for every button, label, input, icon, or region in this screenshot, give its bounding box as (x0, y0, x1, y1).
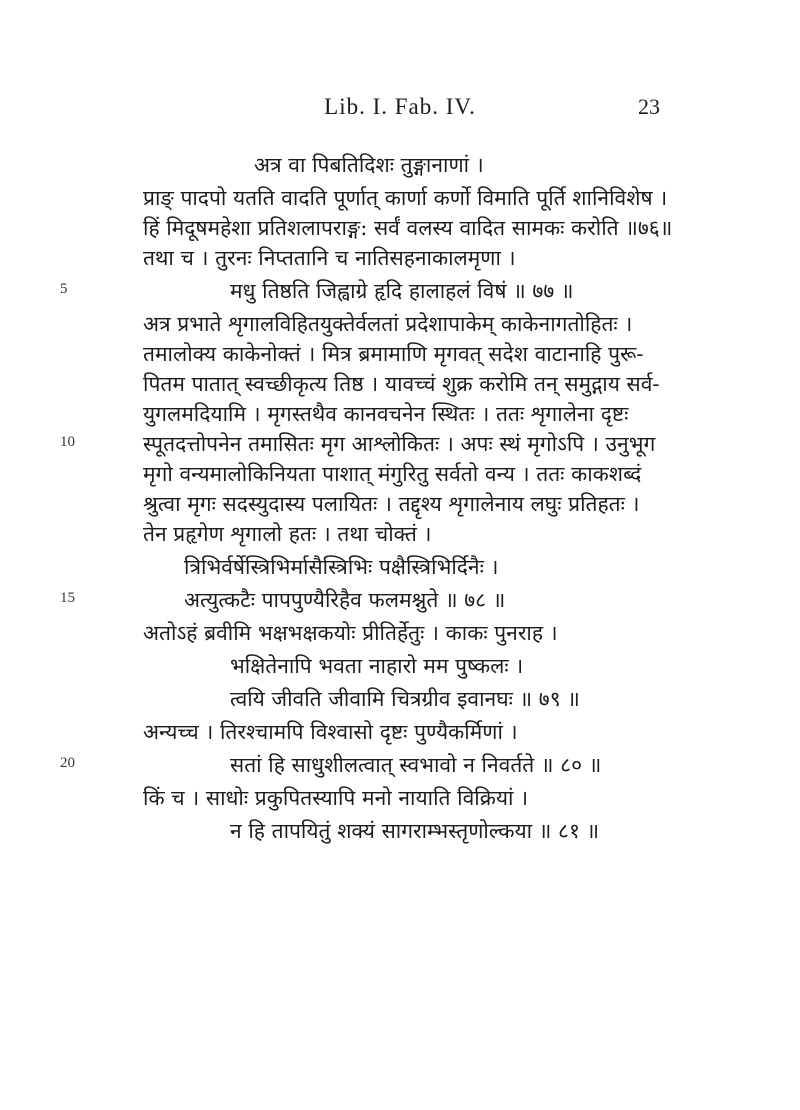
text-line-18: त्वयि जीवति जीवामि चित्रग्रीव इवानघः ॥ ७९ ॥ (230, 687, 580, 711)
text-line-7: तमालोक्य काकेनोक्तं । मित्र ब्रमामाणि मृगवत् सदेश वाटानाहि पुरू- (143, 342, 644, 366)
text-line-17: भक्षितेनापि भवता नाहारो मम पुष्कलः । (230, 654, 524, 678)
text-line-19: अन्यच्च । तिरश्चामपि विश्वासो दृष्टः पुण्यैकर्मिणां । (143, 720, 518, 744)
text-line-11: मृगो वन्यमालोकिनियता पाशात् मंगुरितु सर्वतो वन्य । ततः काकशब्दं (143, 462, 642, 486)
text-line-10: स्पूतदत्तोपनेन तमासितः मृग आश्लोकितः । अपः स्थं मृगोऽपि । उनुभूग (143, 432, 656, 456)
text-line-1: अत्र वा पिबतिदिशः तुङ्गानाणां । (254, 153, 484, 177)
text-line-3: हिं मिदूषमहेशा प्रतिशलापराङ्ग: सर्वं वलस्य वादित सामकः करोति ॥७६॥ (143, 216, 673, 240)
running-title: Lib. I. Fab. IV. (324, 94, 476, 119)
text-line-22: न हि तापयितुं शक्यं सागराम्भस्तृणोल्कया ॥ ८१ ॥ (230, 819, 600, 843)
line-number-5: 5 (60, 281, 68, 297)
text-line-5: मधु तिष्ठति जिह्वाग्रे हृदि हालाहलं विषं ॥ ७७ ॥ (230, 279, 574, 303)
page-number: 23 (638, 94, 660, 119)
line-number-15: 15 (60, 590, 75, 606)
text-line-21: किं च । साधोः प्रकुपितस्यापि मनो नायाति विक्रियां । (143, 786, 529, 810)
text-line-8: पितम पातात् स्वच्छीकृत्य तिष्ठ । यावच्चं शुक्र करोमि तन् समुद्गाय सर्व- (143, 372, 660, 396)
text-line-2: प्राङ् पादपो यतति वादति पूर्णात् कार्णा कर्णो विमाति पूर्ति शानिविशेष । (143, 186, 668, 210)
text-line-6: अत्र प्रभाते शृगालविहितयुक्तेर्वलतां प्रदेशापाकेम् काकेनागतोहितः । (143, 312, 633, 336)
text-line-15: अत्युत्कटैः पापपुण्यैरिहैव फलमश्नुते ॥ ७८ ॥ (184, 588, 506, 612)
text-line-9: युगलमदियामि । मृगस्तथैव कानवचनेन स्थितः । ततः शृगालेना दृष्टः (143, 402, 629, 426)
line-number-10: 10 (60, 434, 75, 450)
text-line-14: त्रिभिर्वर्षेस्त्रिभिर्मासैस्त्रिभिः पक्षैस्त्रिभिर्दिनैः । (184, 555, 499, 579)
text-line-13: तेन प्रहृगेण शृगालो हतः । तथा चोक्तं । (143, 522, 432, 546)
text-line-12: श्रुत्वा मृगः सदस्युदास्य पलायितः । तद्दृश्य शृगालेनाय लघुः प्रतिहतः । (143, 492, 640, 516)
text-line-4: तथा च । तुरनः निप्ततानि च नातिसहनाकालमृणा । (143, 246, 516, 270)
text-line-20: सतां हि साधुशीलत्वात् स्वभावो न निवर्तते ॥ ८० ॥ (230, 753, 602, 777)
text-line-16: अतोऽहं ब्रवीमि भक्षभक्षकयोः प्रीतिर्हेतुः । काकः पुनराह । (143, 621, 558, 645)
line-number-20: 20 (60, 755, 75, 771)
